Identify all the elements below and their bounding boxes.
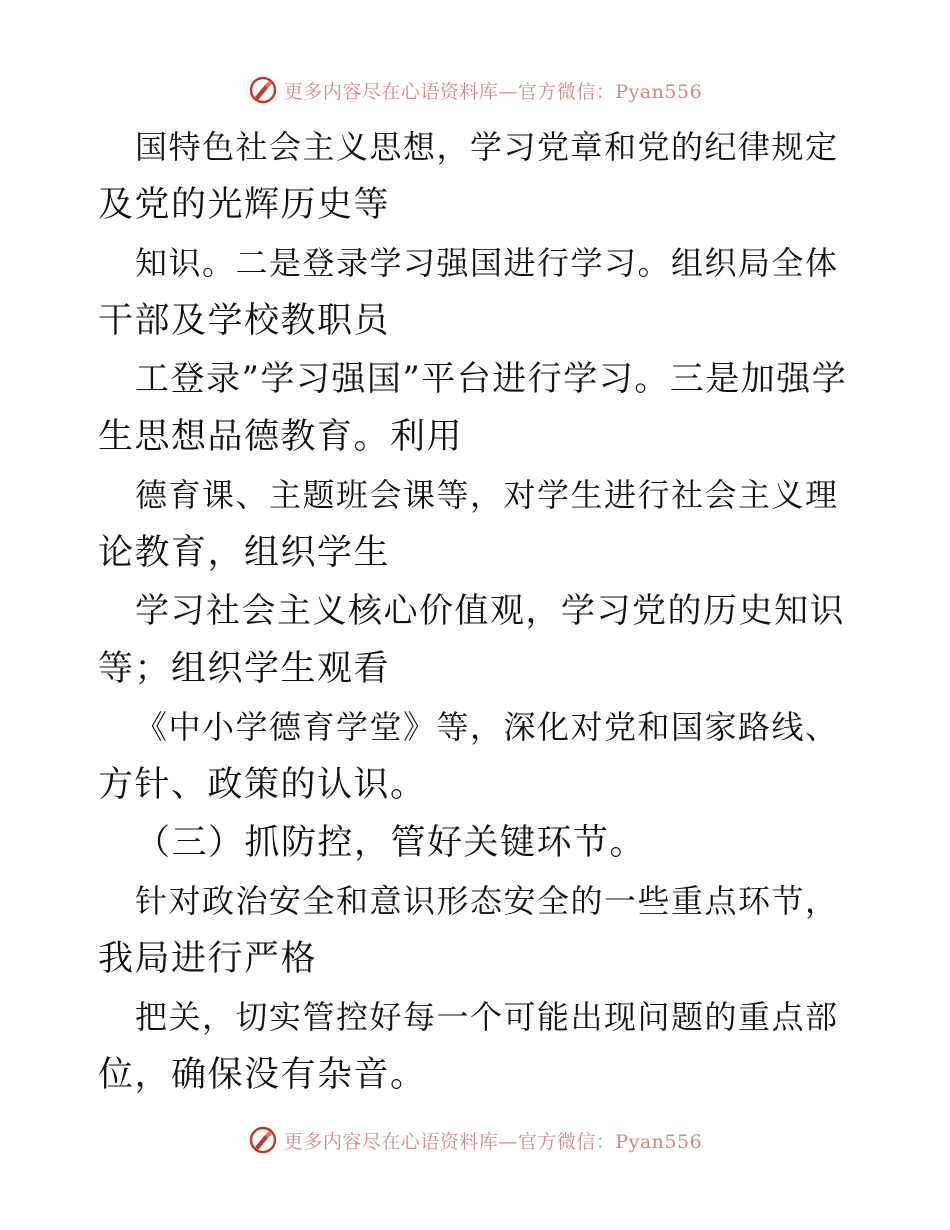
body-line: 论教育，组织学生 [98, 533, 391, 573]
body-line: 知识。二是登录学习强国进行学习。组织局全体 [135, 244, 839, 282]
body-line: 方针、政策的认识。 [98, 765, 427, 805]
body-line: 生思想品德教育。利用 [98, 417, 464, 457]
body-line: 我局进行严格 [98, 939, 318, 979]
footer-watermark [0, 1120, 950, 1160]
pen-circle-icon [248, 1125, 278, 1155]
watermark-group [248, 1125, 702, 1155]
body-line: 国特色社会主义思想，学习党章和党的纪律规定 [135, 128, 839, 166]
body-line: 工登录”学习强国”平台进行学习。三是加强学 [135, 359, 848, 399]
body-line: 《中小学德育学堂》等，深化对党和国家路线、 [135, 708, 839, 746]
body-line: 等；组织学生观看 [98, 649, 391, 689]
header-watermark [0, 70, 950, 110]
watermark-text: 更多内容尽在心语资料库—官方微信：Pyan556 [283, 80, 703, 103]
body-line: 位，确保没有杂音。 [98, 1055, 427, 1095]
pen-circle-icon [248, 75, 278, 105]
body-line: 针对政治安全和意识形态安全的一些重点环节， [135, 882, 839, 920]
document-body [98, 118, 858, 1104]
body-line: 学习社会主义核心价值观，学习党的历史知识 [135, 591, 845, 631]
watermark-text: 更多内容尽在心语资料库—官方微信：Pyan556 [283, 1130, 703, 1153]
body-line: 干部及学校教职员 [98, 301, 391, 341]
body-line: 德育课、主题班会课等，对学生进行社会主义理 [135, 476, 839, 514]
watermark-group [248, 75, 702, 105]
body-line: 把关，切实管控好每一个可能出现问题的重点部 [135, 998, 839, 1036]
section-heading: （三）抓防控，管好关键环节。 [135, 823, 647, 863]
body-line: 及党的光辉历史等 [98, 185, 391, 225]
